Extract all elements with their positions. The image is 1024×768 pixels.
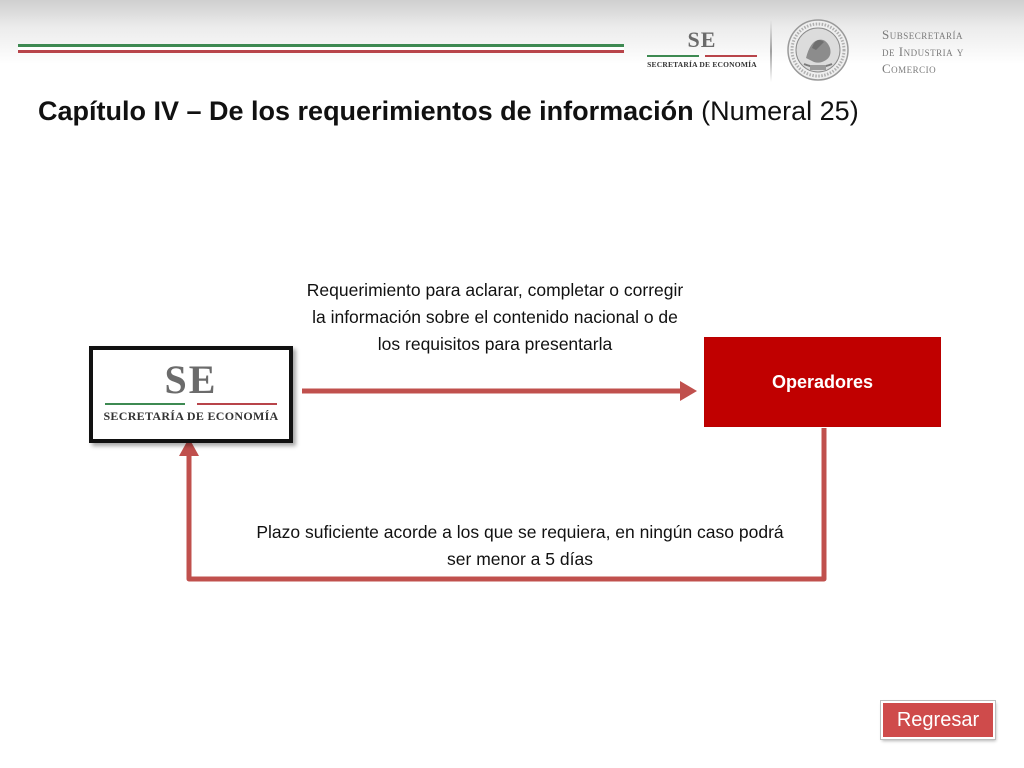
subsecretaria-line-1: Subsecretaría bbox=[882, 27, 964, 42]
request-arrow-head bbox=[680, 381, 697, 401]
secretaria-economia-box bbox=[89, 346, 293, 443]
subsecretaria-line-2: de Industria y bbox=[882, 44, 964, 59]
page-title-numeral: (Numeral 25) bbox=[701, 96, 859, 126]
deadline-caption: Plazo suficiente acorde a los que se requiera, en ningún caso podrá ser menor a 5 días bbox=[256, 522, 784, 569]
page-title-main: Capítulo IV – De los requerimientos de información bbox=[38, 96, 694, 126]
back-button[interactable] bbox=[881, 701, 995, 739]
back-button-label: Regresar bbox=[896, 708, 980, 731]
request-caption: Requerimiento para aclarar, completar o corregir la información sobre el contenido nacional o de los requisitos para presentarla bbox=[306, 280, 684, 354]
se-box-red-line bbox=[197, 403, 277, 405]
se-logo-letters: SE bbox=[687, 27, 717, 52]
se-box-green-line bbox=[105, 403, 185, 405]
operadores-label: Operadores bbox=[771, 371, 874, 392]
se-box-letters: SE bbox=[164, 357, 218, 402]
subsecretaria-line-3: Comercio bbox=[882, 61, 937, 76]
se-box-subtitle: SECRETARÍA DE ECONOMÍA bbox=[103, 409, 279, 423]
se-logo-subtitle: SECRETARÍA DE ECONOMÍA bbox=[647, 60, 757, 69]
operadores-box bbox=[705, 338, 940, 426]
